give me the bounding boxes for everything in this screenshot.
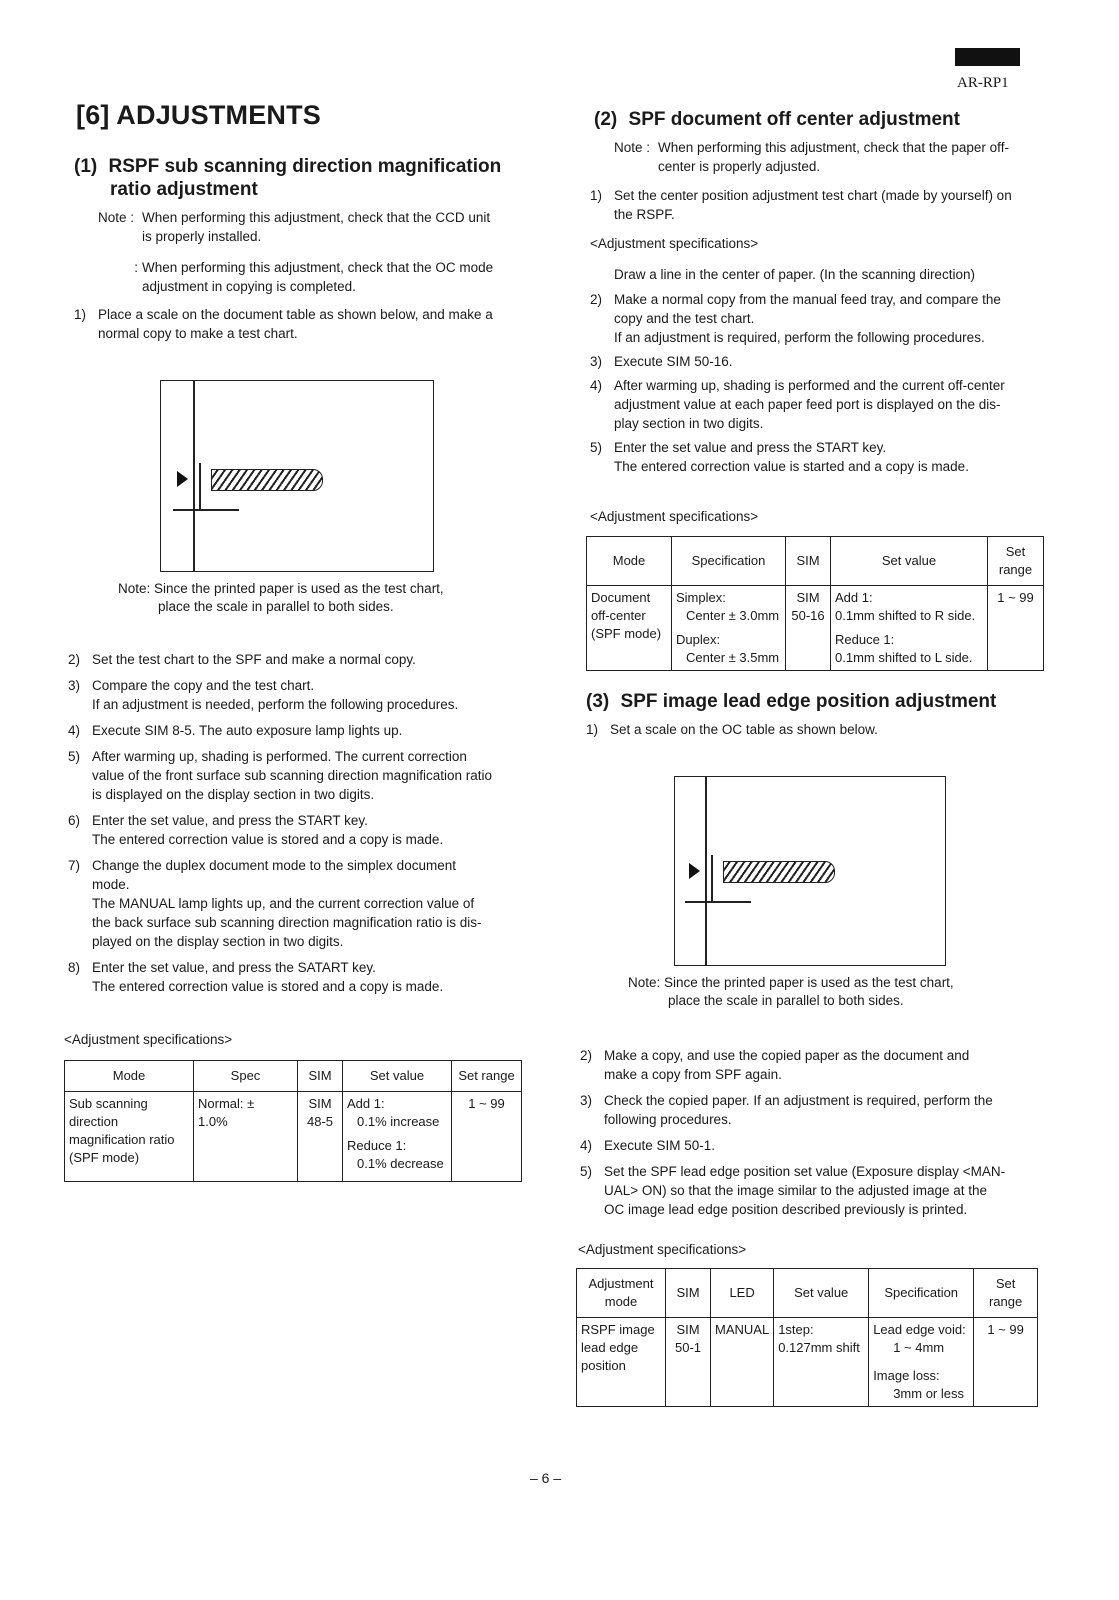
note-label: Note : — [98, 210, 135, 225]
step-text: Enter the set value, and press the SATART key. — [92, 960, 376, 975]
table-header: Set value — [343, 1061, 452, 1092]
table-header: Set range — [974, 1269, 1038, 1318]
step-number: 1) — [590, 188, 603, 203]
section-1-spec-label: <Adjustment specifications> — [64, 1032, 233, 1047]
cell-line: Add 1: — [835, 590, 873, 605]
hatched-scale-bar — [723, 861, 835, 883]
figure-1-caption — [118, 580, 538, 616]
section-1-spec-table — [64, 1060, 522, 1182]
table-cell-mode — [577, 1318, 666, 1407]
note-text: is properly installed. — [142, 229, 262, 244]
scale-diagram — [160, 380, 434, 572]
cell-line: magnification ratio — [69, 1132, 175, 1147]
step-item — [68, 676, 544, 714]
step-text: Execute SIM 50-1. — [604, 1138, 716, 1153]
cell-line: 0.1% decrease — [357, 1156, 444, 1171]
section-1-step-1 — [74, 305, 544, 343]
step-text: adjustment value at each paper feed port is displayed on the dis- — [614, 397, 1001, 412]
step-item — [68, 856, 544, 951]
scale-edge-line — [705, 777, 707, 965]
step-text: The MANUAL lamp lights up, and the current correction value of — [92, 896, 475, 911]
table-header: LED — [711, 1269, 774, 1318]
step-text: is displayed on the display section in two digits. — [92, 787, 375, 802]
cell-line: position — [581, 1358, 626, 1373]
table-cell-set-range: 1 ~ 99 — [452, 1092, 522, 1182]
section-3-number: (3) — [586, 691, 610, 712]
step-number: 3) — [580, 1093, 593, 1108]
cell-line: Add 1: — [347, 1096, 385, 1111]
section-2-number: (2) — [594, 109, 618, 130]
section-2-title: SPF document off center adjustment — [628, 109, 960, 130]
step-item — [590, 438, 1080, 476]
note-text: When performing this adjustment, check that the paper off- — [658, 140, 1009, 155]
step-text: If an adjustment is needed, perform the following procedures. — [92, 697, 459, 712]
cell-line: 1.0% — [198, 1114, 228, 1129]
cell-line: Duplex: — [676, 632, 721, 647]
table-header: Set range — [452, 1061, 522, 1092]
step-text: After warming up, shading is performed and the current off-center — [614, 378, 1005, 393]
cell-line: SIM — [308, 1096, 332, 1111]
table-header: Set value — [831, 537, 988, 586]
section-1-number: (1) — [74, 156, 98, 177]
step-text: play section in two digits. — [614, 416, 764, 431]
step-number: 4) — [68, 723, 81, 738]
step-number: 2) — [590, 292, 603, 307]
cell-line: off-center — [591, 608, 646, 623]
section-1-title-line2: ratio adjustment — [110, 179, 258, 200]
step-number: 2) — [580, 1048, 593, 1063]
reference-triangle-icon — [177, 471, 188, 487]
step-text: If an adjustment is required, perform the following procedures. — [614, 330, 985, 345]
step-item — [590, 352, 1080, 371]
scale-edge-line — [193, 381, 195, 571]
section-1-notes — [98, 208, 538, 296]
cell-line: 3mm or less — [893, 1386, 964, 1401]
section-2-spec-text: Draw a line in the center of paper. (In the scanning direction) — [614, 267, 975, 282]
step-text: UAL> ON) so that the image similar to the adjusted image at the — [604, 1183, 988, 1198]
table-header: SIM — [298, 1061, 343, 1092]
step-item — [68, 721, 544, 740]
scale-diagram-2 — [674, 776, 946, 966]
table-cell-led: MANUAL — [711, 1318, 774, 1407]
note-label: Note : — [614, 140, 651, 155]
table-cell-set-value — [343, 1092, 452, 1182]
cell-line: Document — [591, 590, 651, 605]
step-number: 3) — [590, 354, 603, 369]
dimension-arrow — [173, 509, 239, 511]
table-header: Set range — [988, 537, 1044, 586]
cell-line: 50-16 — [791, 608, 825, 623]
cell-line: 50-1 — [674, 1340, 702, 1355]
table-header: Spec — [194, 1061, 298, 1092]
step-number: 2) — [68, 652, 81, 667]
table-cell-spec-duplex — [672, 628, 786, 671]
figure-2-caption — [628, 974, 1068, 1010]
caption-line: Note: Since the printed paper is used as the test chart, — [628, 975, 954, 990]
step-item — [68, 958, 544, 996]
step-text: the back surface sub scanning direction magnification ratio is dis- — [92, 915, 482, 930]
note-label: : — [134, 260, 138, 275]
step-item — [580, 1162, 1074, 1219]
section-2-note — [614, 138, 1080, 176]
dimension-line — [199, 463, 201, 509]
section-2-steps — [590, 290, 1080, 481]
caption-line: place the scale in parallel to both sides. — [668, 993, 904, 1008]
cell-line: Sub scanning — [69, 1096, 148, 1111]
header-tab-block — [955, 48, 1020, 66]
cell-line: (SPF mode) — [591, 626, 662, 641]
chapter-title: [6] ADJUSTMENTS — [76, 100, 322, 130]
cell-line: Center ± 3.5mm — [686, 650, 780, 665]
table-header: Specification — [672, 537, 786, 586]
cell-line: Image loss: — [873, 1368, 940, 1383]
cell-line: Normal: ± — [198, 1096, 255, 1111]
step-text: Execute SIM 50-16. — [614, 354, 733, 369]
table-header: Mode — [587, 537, 672, 586]
note-text: When performing this adjustment, check that the CCD unit — [142, 210, 491, 225]
cell-line: Center ± 3.0mm — [686, 608, 780, 623]
cell-line: Reduce 1: — [347, 1138, 407, 1153]
cell-line: SIM — [676, 1322, 700, 1337]
cell-line: lead edge — [581, 1340, 639, 1355]
step-text: copy and the test chart. — [614, 311, 755, 326]
step-number: 6) — [68, 813, 81, 828]
cell-line: Lead edge void: — [873, 1322, 966, 1337]
section-3-steps — [580, 1046, 1074, 1226]
step-text: The entered correction value is started and a copy is made. — [614, 459, 969, 474]
section-3-title: SPF image lead edge position adjustment — [620, 691, 997, 712]
step-text: Execute SIM 8-5. The auto exposure lamp lights up. — [92, 723, 403, 738]
section-2-step-1 — [590, 186, 1080, 224]
step-text: OC image lead edge position described previously is printed. — [604, 1202, 968, 1217]
step-number: 1) — [586, 722, 599, 737]
step-text: mode. — [92, 877, 130, 892]
step-text: Set a scale on the OC table as shown below. — [610, 722, 878, 737]
section-2-spec-label-2: <Adjustment specifications> — [590, 509, 759, 524]
note-text: When performing this adjustment, check that the OC mode — [142, 260, 494, 275]
step-item — [580, 1136, 1074, 1155]
table-cell-mode — [65, 1092, 194, 1182]
step-text: The entered correction value is stored and a copy is made. — [92, 979, 444, 994]
table-cell-set-value-reduce — [831, 628, 988, 671]
caption-line: Note: Since the printed paper is used as the test chart, — [118, 581, 444, 596]
step-text: Enter the set value and press the START key. — [614, 440, 887, 455]
cell-line: Reduce 1: — [835, 632, 895, 647]
section-1-heading — [74, 155, 544, 201]
step-number: 1) — [74, 307, 87, 322]
step-text: normal copy to make a test chart. — [98, 326, 298, 341]
table-cell-mode — [587, 586, 672, 671]
page-number: – 6 – — [530, 1470, 562, 1486]
table-cell-set-range: 1 ~ 99 — [988, 586, 1044, 671]
step-text: Change the duplex document mode to the simplex document — [92, 858, 456, 873]
step-text: Check the copied paper. If an adjustment is required, perform the — [604, 1093, 993, 1108]
section-1-steps — [68, 650, 544, 1003]
cell-line: Simplex: — [676, 590, 726, 605]
step-text: The entered correction value is stored and a copy is made. — [92, 832, 444, 847]
step-number: 3) — [68, 678, 81, 693]
step-text: following procedures. — [604, 1112, 732, 1127]
step-item — [68, 747, 544, 804]
step-number: 5) — [68, 749, 81, 764]
reference-triangle-icon — [689, 863, 700, 879]
step-text: Set the SPF lead edge position set value (Exposure display <MAN- — [604, 1164, 1006, 1179]
dimension-line — [711, 855, 713, 901]
step-item — [68, 650, 544, 669]
hatched-scale-bar — [211, 469, 323, 491]
cell-line: SIM — [796, 590, 820, 605]
step-text: Make a copy, and use the copied paper as the document and — [604, 1048, 970, 1063]
step-number: 8) — [68, 960, 81, 975]
step-text: Compare the copy and the test chart. — [92, 678, 315, 693]
step-number: 7) — [68, 858, 81, 873]
cell-line: (SPF mode) — [69, 1150, 140, 1165]
step-text: make a copy from SPF again. — [604, 1067, 782, 1082]
table-cell-set-value — [774, 1318, 869, 1407]
table-cell-sim — [666, 1318, 711, 1407]
caption-line: place the scale in parallel to both sides. — [158, 599, 394, 614]
step-item — [580, 1091, 1074, 1129]
step-text: Enter the set value, and press the START key. — [92, 813, 368, 828]
table-cell-set-range: 1 ~ 99 — [974, 1318, 1038, 1407]
table-cell-sim — [786, 586, 831, 671]
cell-line: 0.1mm shifted to L side. — [835, 650, 973, 665]
step-text: Make a normal copy from the manual feed tray, and compare the — [614, 292, 1001, 307]
step-text: Set the test chart to the SPF and make a normal copy. — [92, 652, 416, 667]
model-number: AR-RP1 — [957, 75, 1009, 91]
step-text: After warming up, shading is performed. The current correction — [92, 749, 467, 764]
section-3-step-1 — [586, 720, 878, 739]
cell-line: 0.1mm shifted to R side. — [835, 608, 976, 623]
section-2-heading — [594, 108, 1074, 131]
section-1-title: RSPF sub scanning direction magnification — [108, 156, 502, 177]
table-cell-spec-simplex — [672, 586, 786, 629]
step-number: 5) — [590, 440, 603, 455]
table-cell-set-value-add — [831, 586, 988, 629]
step-number: 4) — [590, 378, 603, 393]
cell-line: 1step: — [778, 1322, 814, 1337]
note-text: center is properly adjusted. — [658, 159, 821, 174]
section-3-heading — [586, 690, 1076, 713]
note-text: adjustment in copying is completed. — [142, 279, 356, 294]
table-header: Mode — [65, 1061, 194, 1092]
cell-line: 0.1% increase — [357, 1114, 440, 1129]
cell-line: direction — [69, 1114, 119, 1129]
section-2-spec-table — [586, 536, 1044, 671]
table-cell-specification — [869, 1318, 974, 1407]
section-2-spec-label: <Adjustment specifications> — [590, 236, 759, 251]
cell-line: RSPF image — [581, 1322, 655, 1337]
table-header: SIM — [786, 537, 831, 586]
cell-line: 1 ~ 4mm — [893, 1340, 945, 1355]
step-text: value of the front surface sub scanning direction magnification ratio — [92, 768, 492, 783]
cell-line: 0.127mm shift — [778, 1340, 860, 1355]
section-3-spec-label: <Adjustment specifications> — [578, 1242, 747, 1257]
section-3-spec-table — [576, 1268, 1038, 1407]
table-header: Specification — [869, 1269, 974, 1318]
cell-line: 48-5 — [306, 1114, 334, 1129]
step-item — [580, 1046, 1074, 1084]
step-text: played on the display section in two digits. — [92, 934, 344, 949]
table-cell-spec — [194, 1092, 298, 1182]
step-item — [590, 376, 1080, 433]
step-item — [68, 811, 544, 849]
table-header: Set value — [774, 1269, 869, 1318]
table-cell-sim — [298, 1092, 343, 1182]
step-text: Place a scale on the document table as shown below, and make a — [98, 307, 493, 322]
step-number: 4) — [580, 1138, 593, 1153]
step-text: Set the center position adjustment test chart (made by yourself) on — [614, 188, 1012, 203]
dimension-arrow — [685, 901, 751, 903]
table-header: Adjustment mode — [577, 1269, 666, 1318]
step-text: the RSPF. — [614, 207, 675, 222]
table-header: SIM — [666, 1269, 711, 1318]
step-number: 5) — [580, 1164, 593, 1179]
step-item — [590, 290, 1080, 347]
